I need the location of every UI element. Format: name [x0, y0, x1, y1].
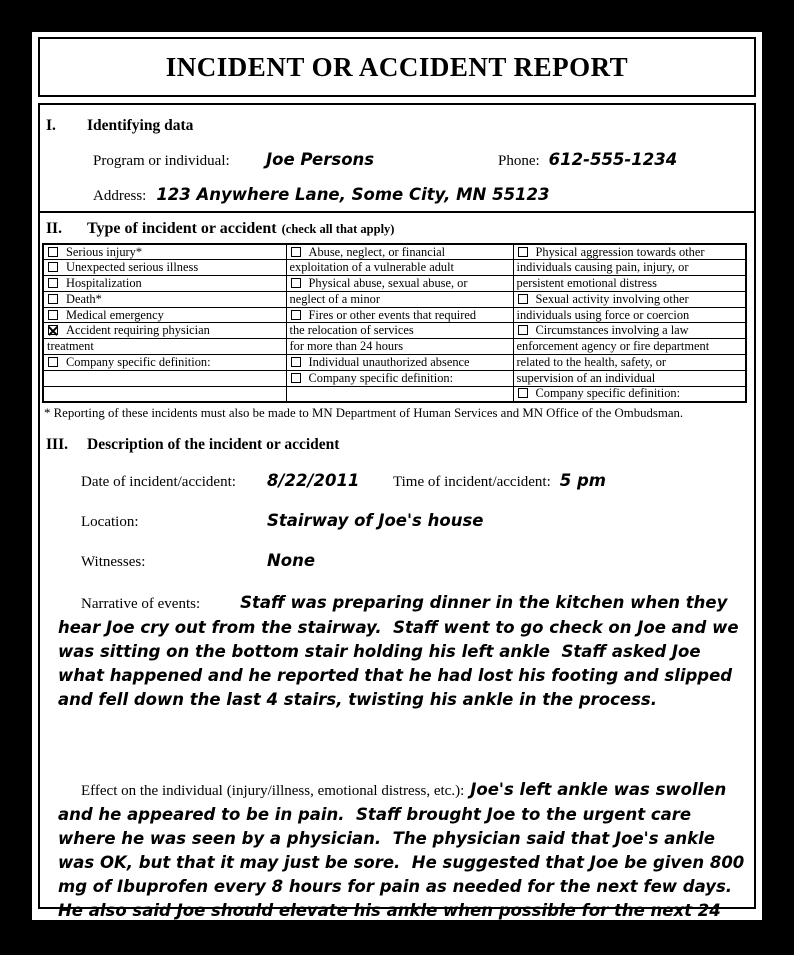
incident-type-row [43, 339, 746, 355]
narrative-block [40, 591, 754, 712]
incident-type-row [43, 276, 746, 292]
checkbox-icon[interactable] [291, 310, 301, 320]
date-field[interactable]: 8/22/2011 [267, 470, 360, 490]
incident-type-option-label: Accident requiring physician [66, 323, 210, 338]
time-field[interactable]: 5 pm [559, 470, 606, 490]
incident-type-cell [43, 355, 286, 371]
witnesses-row [40, 551, 754, 571]
incident-type-option-label [47, 371, 50, 385]
section-1-heading [40, 117, 754, 135]
address-label: Address: [93, 188, 147, 204]
incident-type-cell [286, 307, 513, 323]
incident-type-row [43, 323, 746, 339]
program-field[interactable]: Joe Persons [266, 150, 375, 169]
checkbox-icon[interactable] [291, 373, 301, 383]
incident-type-cell [43, 307, 286, 323]
checkbox-icon[interactable] [48, 294, 58, 304]
incident-type-option-label: Serious injury* [66, 244, 143, 259]
incident-type-cell [43, 260, 286, 276]
incident-type-option-label: Company specific definition: [308, 370, 454, 385]
section-identifying-data [40, 105, 754, 213]
location-field[interactable]: Stairway of Joe's house [267, 510, 484, 530]
incident-type-option-label: Sexual activity involving other [535, 291, 689, 306]
checkbox-checked-icon[interactable] [48, 325, 58, 335]
incident-type-option-label: enforcement agency or fire department [516, 339, 710, 354]
incident-type-option-label: individuals causing pain, injury, or [516, 260, 689, 275]
checkbox-icon[interactable] [291, 278, 301, 288]
section-description [40, 421, 754, 947]
incident-type-option-label [47, 386, 50, 400]
incident-type-option-label: the relocation of services [289, 323, 414, 338]
incident-type-cell [43, 370, 286, 386]
incident-type-cell [43, 291, 286, 307]
section-2-title-note: (check all that apply) [281, 222, 395, 236]
incident-type-row [43, 244, 746, 260]
incident-type-cell [286, 355, 513, 371]
incident-type-cell [513, 260, 746, 276]
incident-type-option-label: Company specific definition: [66, 354, 211, 369]
incident-type-cell [286, 339, 513, 355]
section-2-heading [40, 220, 754, 238]
incident-type-cell [286, 323, 513, 339]
incident-type-cell [43, 386, 286, 402]
incident-type-option-label: exploitation of a vulnerable adult [289, 260, 454, 275]
checkbox-icon[interactable] [48, 310, 58, 320]
incident-type-cell [513, 370, 746, 386]
incident-type-option-label: Death* [66, 291, 102, 306]
checkbox-icon[interactable] [48, 278, 58, 288]
incident-type-option-label: Individual unauthorized absence [308, 354, 470, 369]
section-3-number: III. [46, 435, 68, 453]
incident-type-cell [286, 370, 513, 386]
page-title: INCIDENT OR ACCIDENT REPORT [165, 51, 629, 82]
incident-type-row [43, 307, 746, 323]
program-label: Program or individual: [93, 153, 230, 169]
effect-block [40, 778, 754, 947]
witnesses-field[interactable]: None [267, 550, 316, 570]
effect-label-note: (injury/illness, emotional distress, etc.): [226, 782, 465, 799]
report-page [30, 30, 764, 944]
program-row [40, 150, 754, 170]
incident-type-row [43, 291, 746, 307]
effect-field[interactable]: Joe's left ankle was swollen and he appeared to be in pain. Staff brought Joe to the urgent care where he was seen by a physician. The physician said that Joe's ankle was OK, but that it may just be sore. He suggested that Joe be given 800 mg of Ibuprofen every 8 hours for pain as needed for the next few days. He also said Joe should elevate his ankle when possible for the next 24 hours to help decrease the swelling. [58, 779, 751, 944]
incident-type-cell [513, 276, 746, 292]
time-label: Time of incident/accident: [393, 473, 551, 490]
incident-type-option-label: Medical emergency [66, 307, 164, 322]
incident-type-cell [286, 291, 513, 307]
location-row [40, 511, 754, 531]
incident-type-option-label: Abuse, neglect, or financial [308, 244, 446, 259]
incident-type-cell [513, 386, 746, 402]
section-incident-type [40, 213, 754, 421]
incident-type-option-label: Physical abuse, sexual abuse, or [308, 275, 468, 290]
incident-type-option-label: Company specific definition: [535, 386, 681, 401]
incident-type-option-label: for more than 24 hours [289, 339, 404, 354]
effect-label: Effect on the individual [81, 782, 223, 799]
checkbox-icon[interactable] [518, 388, 528, 398]
incident-type-option-label: Fires or other events that required [308, 307, 477, 322]
incident-type-cell [43, 244, 286, 260]
incident-type-row [43, 260, 746, 276]
section-3-title: Description of the incident or accident [87, 435, 340, 453]
checkbox-icon[interactable] [48, 247, 58, 257]
incident-type-option-label: Unexpected serious illness [66, 260, 199, 275]
incident-type-option-label: persistent emotional distress [516, 275, 657, 290]
incident-type-option-label [290, 386, 293, 400]
incident-type-cell [43, 339, 286, 355]
incident-type-cell [286, 386, 513, 402]
section-2-number: II. [46, 220, 62, 237]
incident-type-cell [513, 307, 746, 323]
incident-type-cell [513, 244, 746, 260]
checkbox-icon[interactable] [48, 357, 58, 367]
section-3-heading [40, 436, 754, 454]
address-field[interactable]: 123 Anywhere Lane, Some City, MN 55123 [156, 185, 550, 204]
checkbox-icon[interactable] [518, 294, 528, 304]
section-2-title: Type of incident or accident [87, 220, 277, 237]
checkbox-icon[interactable] [291, 247, 301, 257]
incident-type-cell [43, 323, 286, 339]
incident-type-cell [513, 355, 746, 371]
incident-type-row [43, 386, 746, 402]
checkbox-icon[interactable] [518, 247, 528, 257]
incident-type-option-label: neglect of a minor [289, 291, 380, 306]
checkbox-icon[interactable] [518, 325, 528, 335]
report-body-box [38, 103, 756, 944]
incident-type-option-label: individuals using force or coercion [516, 307, 690, 322]
date-time-row [40, 471, 754, 491]
narrative-label: Narrative of events: [81, 595, 201, 612]
incident-type-row [43, 370, 746, 386]
date-label: Date of incident/accident: [81, 473, 236, 490]
incident-type-cell [43, 276, 286, 292]
report-title-box [38, 37, 756, 97]
location-label: Location: [81, 513, 139, 530]
phone-label: Phone: [498, 153, 540, 169]
section-1-number: I. [46, 117, 56, 134]
incident-type-cell [286, 244, 513, 260]
incident-type-option-label: supervision of an individual [516, 370, 656, 385]
incident-type-option-label: treatment [47, 339, 94, 354]
checkbox-icon[interactable] [48, 262, 58, 272]
incident-type-table [42, 243, 747, 403]
incident-type-cell [286, 276, 513, 292]
address-row [40, 185, 754, 205]
witnesses-label: Witnesses: [81, 553, 146, 570]
checkbox-icon[interactable] [291, 357, 301, 367]
narrative-field[interactable]: Staff was preparing dinner in the kitchen when they hear Joe cry out from the stairway. Staff went to go check on Joe and we was sitting on the bottom stair holding his left ankle Staff asked Joe what happened and he reported that he had lost his footing and slipped and fell down the last 4 stairs, twisting his ankle in the process. [58, 592, 745, 709]
incident-type-option-label: related to the health, safety, or [516, 354, 667, 369]
incident-type-option-label: Hospitalization [66, 275, 142, 290]
incident-type-cell [513, 291, 746, 307]
incident-type-option-label: Physical aggression towards other [535, 244, 705, 259]
incident-type-cell [513, 323, 746, 339]
incident-type-option-label: Circumstances involving a law [535, 323, 689, 338]
reporting-footnote: * Reporting of these incidents must also be made to MN Department of Human Services and MN Office of the Ombudsman. [44, 405, 684, 420]
section-1-title: Identifying data [87, 117, 194, 134]
incident-type-cell [513, 339, 746, 355]
description-fields [40, 471, 754, 571]
phone-field[interactable]: 612-555-1234 [548, 150, 678, 169]
incident-type-cell [286, 260, 513, 276]
incident-type-row [43, 355, 746, 371]
